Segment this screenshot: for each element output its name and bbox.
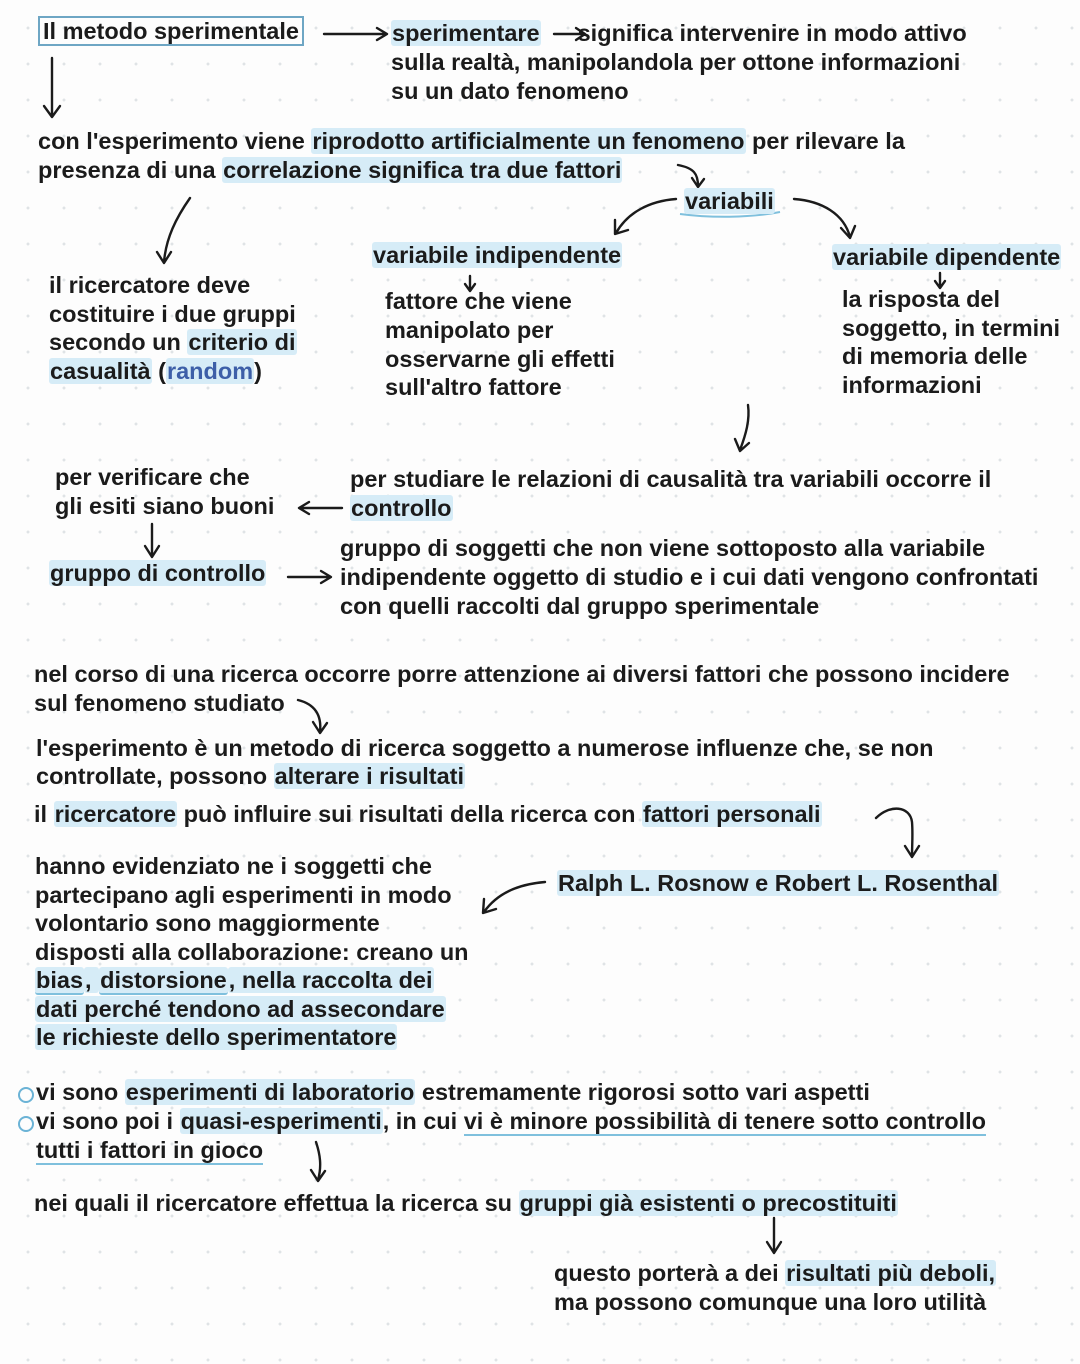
- bullet-icon: [18, 1087, 34, 1103]
- var-dipendente-text: variabile dipendente: [833, 244, 1061, 270]
- arrow-personali-to-autori: [876, 809, 919, 857]
- quasi-line: [36, 1107, 986, 1136]
- variabili-text: variabili: [685, 188, 774, 214]
- influenze-line: l'esperimento è un metodo di ricerca soggetto a numerose influenze che, se non: [36, 735, 934, 761]
- highlight-alterare: alterare i risultati: [274, 763, 465, 789]
- text-fragment: presenza di una: [38, 157, 223, 183]
- gruppi-line: [34, 1189, 898, 1218]
- bullet-icon: [18, 1116, 34, 1132]
- var-indipendente-title: [372, 241, 622, 270]
- sperimentare-definition: significa intervenire in modo attivo: [577, 20, 967, 46]
- text-fragment: può influire sui risultati della ricerca con: [177, 801, 642, 827]
- var-indipendente-line: osservarne gli effetti: [385, 346, 615, 372]
- verificare-line: gli esiti siano buoni: [55, 493, 275, 519]
- variabili-label: [684, 187, 775, 216]
- underline-fattori-gioco: tutti i fattori in gioco: [36, 1137, 264, 1163]
- text-fragment: (: [151, 358, 166, 384]
- text-fragment: , in cui: [382, 1108, 464, 1134]
- var-dipendente-line: la risposta del: [842, 286, 1001, 312]
- highlight-dati: dati perché tendono ad assecondare: [36, 996, 445, 1022]
- sperimentare-word: sperimentare: [392, 20, 540, 46]
- bias-line: [35, 1023, 397, 1052]
- var-indipendente-line: fattore che viene: [385, 288, 572, 314]
- highlight-gruppi: gruppi già esistenti o precostituiti: [519, 1190, 897, 1216]
- arrow-correlazione-to-ricercatore: [157, 198, 190, 263]
- controllo-line1: per studiare le relazioni di causalità tra variabili occorre il: [350, 466, 992, 492]
- text-fragment: vi sono poi i: [36, 1108, 180, 1134]
- title-box: [38, 17, 304, 46]
- highlight-gruppo-controllo: gruppo di controllo: [50, 560, 266, 586]
- arrow-verificare-down: [145, 524, 159, 557]
- highlight-risultati-deboli: risultati più deboli,: [786, 1260, 996, 1286]
- gruppo-controllo-line: indipendente oggetto di studio e i cui dati vengono confrontati: [340, 564, 1039, 590]
- var-indipendente-line: manipolato per: [385, 317, 554, 343]
- ricercatore-line: il ricercatore deve: [49, 272, 251, 298]
- text-fragment: vi sono: [36, 1079, 125, 1105]
- highlight-distorsione: distorsione: [100, 967, 227, 993]
- page-title: Il metodo sperimentale: [38, 16, 304, 46]
- bias-line: disposti alla collaborazione: creano un: [35, 939, 469, 965]
- fattori-line: nel corso di una ricerca occorre porre attenzione ai diversi fattori che possono incidere: [34, 661, 1010, 687]
- var-indipendente-text: variabile indipendente: [373, 242, 622, 268]
- highlight-quasi: quasi-esperimenti: [180, 1108, 382, 1134]
- conclusione-line: ma possono comunque una loro utilità: [554, 1289, 987, 1315]
- text-fragment: con l'esperimento viene: [38, 128, 312, 154]
- var-dipendente-line: soggetto, in termini: [842, 315, 1061, 341]
- conclusione-line: [554, 1259, 996, 1288]
- influenze-line: [36, 762, 465, 791]
- autori-label: [557, 869, 999, 898]
- bias-line: [35, 995, 446, 1024]
- var-indipendente-line: sull'altro fattore: [385, 374, 562, 400]
- highlight-controllo: controllo: [351, 495, 452, 521]
- arrow-gruppo-to-def: [288, 571, 331, 583]
- fattori-line: sul fenomeno studiato: [34, 690, 285, 716]
- arrow-variabili-right: [794, 199, 855, 238]
- text-fragment: controllate, possono: [36, 763, 274, 789]
- gruppo-controllo-label: [49, 559, 266, 588]
- arrow-title-down: [44, 58, 60, 117]
- highlight-riprodotto: riprodotto artificialmente un fenomeno: [312, 128, 745, 154]
- verificare-line: per verificare che: [55, 464, 250, 490]
- personali-line: [34, 800, 822, 829]
- arrow-precostituiti-down: [767, 1218, 781, 1253]
- arrow-studiato-to-influenze: [298, 700, 327, 733]
- highlight-random: random: [166, 358, 254, 384]
- gruppo-controllo-line: con quelli raccolti dal gruppo sperimentale: [340, 593, 820, 619]
- arrow-dip-to-controllo: [735, 405, 749, 451]
- ricercatore-line: costituire i due gruppi: [49, 301, 296, 327]
- text-fragment: ): [254, 358, 262, 384]
- var-dipendente-line: informazioni: [842, 372, 982, 398]
- esperimento-line2: [38, 156, 622, 185]
- var-dipendente-line: di memoria delle: [842, 343, 1028, 369]
- bias-line: partecipano agli esperimenti in modo: [35, 882, 452, 908]
- highlight-bias: bias: [36, 967, 84, 993]
- highlight-criterio: criterio di: [188, 329, 296, 355]
- underline-minore-possibilita: vi è minore possibilità di tenere sotto controllo: [463, 1108, 987, 1134]
- bias-line: [35, 966, 434, 995]
- highlight-correlazione: correlazione significa tra due fattori: [223, 157, 622, 183]
- text-fragment: estremamente rigorosi sotto vari aspetti: [415, 1079, 870, 1105]
- arrow-variabili-left: [615, 199, 676, 234]
- sperimentare-line2: sulla realtà, manipolandola per ottone informazioni: [391, 49, 961, 75]
- arrow-title-to-sperimentare: [324, 28, 387, 40]
- arrow-gioco-down: [311, 1142, 325, 1181]
- sperimentare-line3: su un dato fenomeno: [391, 78, 629, 104]
- highlight-casualita: casualità: [50, 358, 151, 384]
- text-fragment: nei quali il ricercatore effettua la ricerca su: [34, 1190, 519, 1216]
- esperimento-line1: [38, 127, 905, 156]
- bias-line: volontario sono maggiormente: [35, 910, 380, 936]
- text-fragment: ,: [85, 967, 99, 993]
- text-fragment: il: [34, 801, 54, 827]
- arrow-correlazione-to-variabili: [678, 165, 704, 187]
- ricercatore-line: [49, 357, 262, 386]
- text-fragment: secondo un: [49, 329, 188, 355]
- arrow-autori-to-bias: [483, 882, 545, 913]
- highlight-fattori-personali: fattori personali: [643, 801, 821, 827]
- gruppo-controllo-line: gruppo di soggetti che non viene sottoposto alla variabile: [340, 535, 986, 561]
- highlight-richieste: le richieste dello sperimentatore: [36, 1024, 397, 1050]
- highlight-ricercatore: ricercatore: [54, 801, 177, 827]
- ricercatore-line: [49, 328, 297, 357]
- highlight-laboratorio: esperimenti di laboratorio: [125, 1079, 415, 1105]
- quasi-line2: [36, 1136, 263, 1165]
- text-fragment: questo porterà a dei: [554, 1260, 786, 1286]
- sperimentare-line1: [391, 19, 967, 48]
- text-fragment: , nella raccolta dei: [228, 967, 433, 993]
- controllo-line2: [350, 494, 453, 523]
- text-fragment: per rilevare la: [745, 128, 905, 154]
- arrow-controllo-to-verificare: [299, 502, 342, 514]
- var-dipendente-title: [832, 243, 1061, 272]
- laboratorio-line: [36, 1078, 870, 1107]
- bias-line: hanno evidenziato ne i soggetti che: [35, 853, 432, 879]
- highlight-autori: Ralph L. Rosnow e Robert L. Rosenthal: [558, 870, 998, 896]
